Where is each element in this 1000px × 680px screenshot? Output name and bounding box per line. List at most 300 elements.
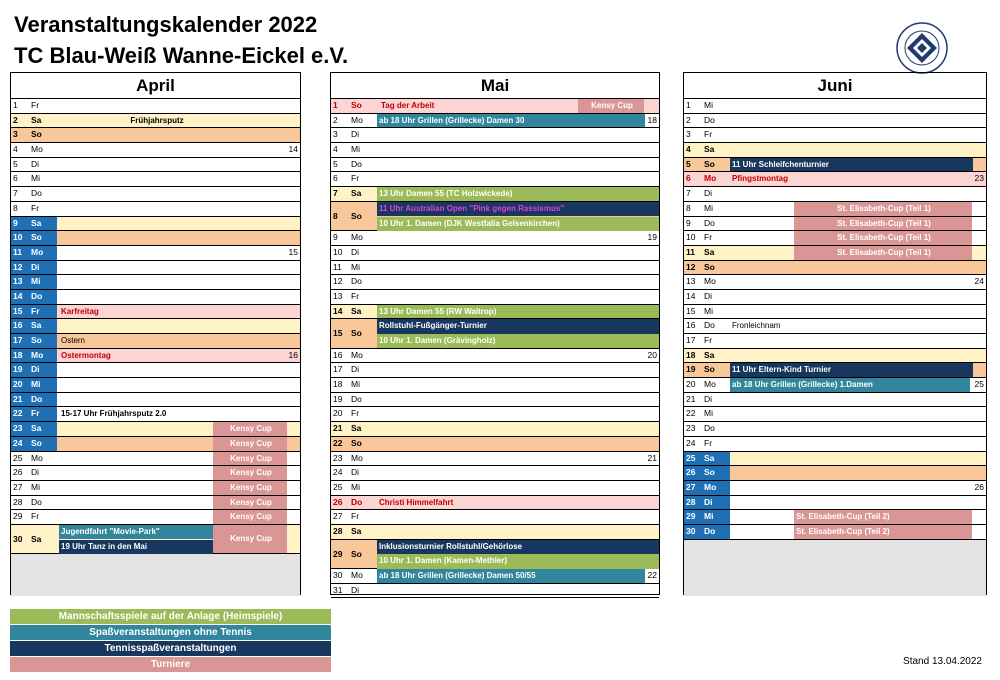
day-number: 10 — [13, 232, 23, 243]
month-header: Juni — [684, 73, 986, 99]
weekday: So — [31, 437, 42, 448]
weekday: So — [351, 100, 362, 110]
day-number: 26 — [686, 467, 696, 478]
weekday: Mo — [351, 452, 363, 463]
weekday: Sa — [704, 452, 715, 463]
event-label: Christi Himmelfahrt — [379, 497, 454, 507]
week-number: 18 — [647, 114, 657, 125]
weekday: Di — [351, 584, 360, 595]
stand-date: Stand 13.04.2022 — [903, 656, 982, 667]
weekday: Sa — [31, 320, 42, 331]
weekday: Fr — [31, 202, 40, 213]
day-number: 11 — [333, 261, 342, 272]
weekday: Mi — [31, 379, 41, 390]
weekday: Mo — [704, 379, 716, 390]
day-number: 12 — [13, 261, 23, 272]
legend-item-team: Mannschaftsspiele auf der Anlage (Heimspiele) — [10, 609, 331, 625]
weekday: Mo — [704, 173, 717, 184]
day-number: 4 — [333, 144, 338, 155]
day-number: 7 — [13, 188, 18, 199]
day-row — [331, 569, 659, 584]
day-number: 30 — [686, 525, 696, 536]
weekday: So — [351, 437, 362, 448]
month-header: Mai — [331, 73, 659, 99]
day-number: 1 — [686, 100, 691, 110]
day-row — [684, 158, 986, 173]
event-label: Inklusionsturnier Rollstuhl/Gehörlose — [377, 540, 659, 554]
day-number: 13 — [686, 276, 696, 287]
month-april — [10, 72, 301, 595]
day-number: 10 — [686, 232, 696, 243]
day-row — [331, 525, 659, 540]
day-row — [331, 496, 659, 511]
weekday: Di — [351, 246, 360, 257]
event-label: 10 Uhr 1. Damen (Kamen-Methler) — [377, 554, 659, 568]
legend-item-tennis-fun: Tennisspaßveranstaltungen — [10, 641, 331, 657]
day-row — [331, 275, 659, 290]
day-number: 27 — [333, 511, 343, 522]
month-mai — [330, 72, 660, 595]
day-number: 22 — [333, 437, 343, 448]
weekday: So — [704, 158, 715, 169]
day-row — [684, 466, 986, 481]
day-row — [11, 158, 300, 173]
event-label: St. Elisabeth-Cup (Teil 1) — [794, 217, 972, 231]
day-row — [331, 202, 659, 231]
week-number: 15 — [288, 246, 298, 257]
weekday: Sa — [31, 533, 42, 544]
weekday: Di — [31, 364, 40, 375]
week-number: 23 — [974, 173, 984, 184]
day-number: 29 — [686, 511, 696, 522]
weekday: Mi — [351, 481, 360, 492]
day-number: 17 — [333, 364, 343, 375]
event-label: Kensy Cup — [213, 466, 287, 480]
day-number: 5 — [333, 158, 338, 169]
day-row — [11, 172, 300, 187]
day-row — [331, 510, 659, 525]
weekday: Do — [31, 188, 42, 199]
title-line-2: TC Blau-Weiß Wanne-Eickel e.V. — [14, 43, 349, 68]
day-number: 27 — [686, 481, 696, 492]
event-label: St. Elisabeth-Cup (Teil 2) — [794, 525, 972, 539]
event-label: ab 18 Uhr Grillen (Grillecke) Damen 50/55 — [377, 569, 645, 583]
empty-filler — [684, 540, 986, 596]
day-number: 23 — [13, 423, 23, 434]
day-number: 21 — [13, 393, 23, 404]
weekday: So — [704, 364, 715, 375]
weekday: Do — [704, 525, 716, 536]
weekday: Fr — [351, 511, 360, 522]
day-row — [331, 290, 659, 305]
day-number: 3 — [686, 129, 691, 140]
weekday: Sa — [704, 144, 715, 155]
day-row — [331, 99, 659, 114]
day-row — [331, 393, 659, 408]
week-number: 14 — [288, 144, 298, 155]
day-row — [684, 305, 986, 320]
day-row — [684, 481, 986, 496]
day-row — [684, 510, 986, 525]
weekday: Di — [351, 129, 360, 140]
weekday: Mo — [31, 246, 44, 257]
day-number: 12 — [686, 261, 696, 272]
weekday: Mo — [351, 570, 363, 581]
weekday: Mi — [704, 511, 714, 522]
day-row — [11, 261, 300, 276]
day-number: 24 — [686, 437, 696, 448]
day-number: 26 — [333, 496, 343, 507]
week-number: 20 — [647, 349, 657, 360]
day-number: 17 — [13, 335, 23, 345]
day-row — [11, 305, 300, 320]
weekday: Fr — [31, 408, 40, 419]
event-label: Karfreitag — [61, 306, 99, 316]
day-row — [684, 202, 986, 217]
day-number: 20 — [686, 379, 696, 390]
weekday: Sa — [704, 246, 715, 257]
day-row — [11, 290, 300, 305]
day-number: 6 — [13, 173, 18, 184]
day-row — [684, 172, 986, 187]
weekday: Sa — [351, 188, 362, 199]
weekday: Di — [351, 467, 360, 478]
event-label: Pfingstmontag — [732, 174, 788, 184]
day-number: 4 — [686, 144, 691, 155]
day-number: 4 — [13, 144, 18, 155]
event-label: Rollstuhl-Fußgänger-Turnier — [377, 319, 659, 333]
day-row — [331, 466, 659, 481]
weekday: Di — [704, 188, 713, 199]
day-row — [684, 393, 986, 408]
day-number: 1 — [13, 100, 18, 110]
day-row — [331, 407, 659, 422]
weekday: Mi — [351, 144, 360, 155]
event-label: Tag der Arbeit — [381, 101, 435, 110]
day-row — [331, 231, 659, 246]
legend-item-fun: Spaßveranstaltungen ohne Tennis — [10, 625, 331, 641]
weekday: Mi — [351, 261, 360, 272]
day-row — [11, 496, 300, 511]
day-row — [684, 437, 986, 452]
day-number: 27 — [13, 481, 23, 492]
day-number: 23 — [686, 423, 696, 434]
day-row — [331, 143, 659, 158]
day-number: 6 — [686, 173, 691, 184]
legend-item-tournament: Turniere — [10, 657, 331, 673]
weekday: Di — [704, 290, 713, 301]
weekday: Mo — [31, 349, 44, 360]
event-label: 11 Uhr Schleifchenturnier — [730, 158, 973, 172]
day-row — [11, 363, 300, 378]
event-label: 10 Uhr 1. Damen (Grävingholz) — [377, 334, 659, 348]
day-number: 1 — [333, 100, 338, 110]
event-label: St. Elisabeth-Cup (Teil 1) — [794, 246, 972, 260]
day-row — [331, 114, 659, 129]
weekday: Do — [351, 496, 363, 507]
weekday: Mo — [31, 452, 43, 463]
day-number: 5 — [686, 158, 691, 169]
day-number: 18 — [686, 349, 696, 360]
day-number: 8 — [686, 202, 691, 213]
day-row — [11, 452, 300, 467]
day-number: 28 — [333, 525, 343, 536]
event-label: ab 18 Uhr Grillen (Grillecke) Damen 30 — [377, 114, 645, 128]
day-row — [331, 158, 659, 173]
weekday: Do — [351, 393, 362, 404]
event-label: Frühjahrsputz — [130, 115, 184, 125]
day-number: 13 — [13, 276, 23, 287]
event-label: St. Elisabeth-Cup (Teil 1) — [794, 231, 972, 245]
day-number: 2 — [333, 114, 338, 125]
week-number: 21 — [647, 452, 657, 463]
day-number: 29 — [333, 548, 343, 559]
month-juni — [683, 72, 987, 595]
day-row — [684, 378, 986, 393]
day-row — [331, 246, 659, 261]
day-number: 28 — [686, 496, 696, 507]
weekday: Mo — [351, 349, 363, 360]
day-number: 11 — [686, 246, 695, 257]
week-number: 19 — [647, 232, 657, 243]
event-label: 19 Uhr Tanz in den Mai — [59, 540, 213, 554]
day-row — [11, 393, 300, 408]
event-label: 11 Uhr Eltern-Kind Turnier — [730, 363, 973, 377]
event-label: 13 Uhr Damen 55 (TC Holzwickede) — [377, 187, 659, 201]
day-row — [684, 261, 986, 276]
day-number: 30 — [13, 533, 23, 544]
day-row — [684, 290, 986, 305]
day-row — [684, 452, 986, 467]
weekday: Mo — [31, 144, 43, 155]
day-number: 15 — [333, 328, 343, 339]
day-row — [11, 187, 300, 202]
day-row — [684, 217, 986, 232]
day-number: 14 — [333, 305, 343, 316]
day-number: 3 — [333, 129, 338, 140]
day-row — [11, 481, 300, 496]
weekday: Fr — [351, 290, 360, 301]
day-row — [11, 114, 300, 129]
day-number: 17 — [686, 335, 696, 345]
day-number: 2 — [686, 114, 691, 125]
day-rows — [11, 99, 300, 554]
day-row — [684, 231, 986, 246]
day-number: 22 — [686, 408, 696, 419]
day-row — [331, 261, 659, 276]
day-row — [11, 378, 300, 393]
weekday: Fr — [31, 511, 40, 522]
day-row — [684, 275, 986, 290]
weekday: Sa — [31, 114, 42, 125]
weekday: Fr — [351, 408, 360, 419]
day-row — [684, 525, 986, 540]
event-label: Kensy Cup — [213, 437, 287, 451]
weekday: Fr — [704, 232, 713, 243]
day-number: 18 — [333, 379, 343, 390]
weekday: Mo — [351, 232, 363, 243]
weekday: So — [351, 328, 362, 339]
weekday: Di — [31, 158, 40, 169]
weekday: Mi — [704, 100, 713, 110]
weekday: Do — [704, 423, 715, 434]
weekday: Mi — [31, 276, 41, 287]
weekday: So — [704, 261, 715, 272]
day-number: 16 — [686, 320, 696, 331]
weekday: Do — [351, 158, 362, 169]
event-label: ab 18 Uhr Grillen (Grillecke) 1.Damen — [730, 378, 970, 392]
day-row — [684, 334, 986, 349]
day-number: 9 — [686, 217, 691, 228]
day-row — [11, 99, 300, 114]
day-number: 21 — [333, 423, 343, 434]
weekday: Di — [31, 261, 40, 272]
day-number: 8 — [13, 202, 18, 213]
day-number: 23 — [333, 452, 343, 463]
day-number: 31 — [333, 584, 343, 595]
event-label: 13 Uhr Damen 55 (RW Waltrop) — [377, 305, 659, 319]
day-row — [331, 437, 659, 452]
weekday: Do — [704, 320, 715, 331]
day-row — [11, 246, 300, 261]
day-number: 21 — [686, 393, 696, 404]
event-label: St. Elisabeth-Cup (Teil 2) — [794, 510, 972, 524]
day-number: 12 — [333, 276, 343, 287]
day-row — [11, 319, 300, 334]
day-rows — [684, 99, 986, 540]
day-row — [331, 349, 659, 364]
day-number: 7 — [686, 188, 691, 199]
weekday: Fr — [351, 173, 360, 184]
day-row — [684, 319, 986, 334]
day-number: 19 — [333, 393, 343, 404]
day-number: 3 — [13, 129, 18, 140]
weekday: Fr — [704, 335, 713, 345]
weekday: So — [31, 129, 42, 140]
weekday: Do — [31, 496, 42, 507]
day-row — [331, 422, 659, 437]
event-label: Kensy Cup — [578, 99, 644, 113]
day-row — [684, 349, 986, 364]
weekday: Mi — [704, 408, 713, 419]
weekday: Mi — [31, 481, 40, 492]
weekday: Do — [704, 217, 715, 228]
day-row — [11, 217, 300, 232]
day-row — [331, 187, 659, 202]
weekday: Sa — [351, 305, 362, 316]
day-row — [684, 496, 986, 511]
day-row — [684, 187, 986, 202]
day-row — [331, 172, 659, 187]
day-number: 22 — [13, 408, 23, 419]
day-number: 26 — [13, 467, 23, 478]
day-row — [331, 540, 659, 569]
day-row — [684, 363, 986, 378]
day-number: 19 — [686, 364, 696, 375]
day-number: 8 — [333, 210, 338, 221]
weekday: Mi — [704, 305, 713, 316]
day-row — [331, 452, 659, 467]
day-number: 7 — [333, 188, 338, 199]
event-label: Kensy Cup — [213, 422, 287, 436]
event-label: Jugendfahrt "Movie-Park" — [59, 525, 213, 539]
legend — [10, 609, 331, 673]
day-number: 25 — [686, 452, 696, 463]
weekday: Fr — [31, 305, 40, 316]
event-label: Ostermontag — [61, 350, 111, 360]
event-label: Kensy Cup — [213, 481, 287, 495]
event-label: Ostern — [61, 336, 86, 345]
day-row — [331, 363, 659, 378]
day-number: 20 — [333, 408, 343, 419]
day-number: 5 — [13, 158, 18, 169]
empty-filler — [11, 554, 300, 596]
day-row — [331, 128, 659, 143]
day-row — [684, 99, 986, 114]
day-row — [11, 128, 300, 143]
day-number: 11 — [13, 246, 22, 257]
weekday: So — [31, 335, 42, 345]
weekday: Sa — [31, 217, 42, 228]
weekday: Mo — [351, 114, 363, 125]
title-line-1: Veranstaltungskalender 2022 — [14, 12, 318, 37]
day-row — [684, 128, 986, 143]
week-number: 22 — [647, 570, 657, 581]
day-row — [331, 378, 659, 393]
day-number: 25 — [13, 452, 23, 463]
weekday: So — [351, 210, 362, 221]
day-number: 13 — [333, 290, 343, 301]
weekday: Di — [351, 364, 360, 375]
day-number: 29 — [13, 511, 23, 522]
weekday: Fr — [31, 100, 40, 110]
weekday: Sa — [351, 525, 362, 536]
day-rows — [331, 99, 659, 598]
day-row — [684, 246, 986, 261]
day-number: 15 — [686, 305, 696, 316]
day-row — [11, 422, 300, 437]
day-number: 24 — [333, 467, 343, 478]
weekday: Do — [704, 114, 715, 125]
day-row — [11, 407, 300, 422]
day-row — [11, 143, 300, 158]
weekday: Do — [351, 276, 362, 287]
weekday: Di — [704, 393, 713, 404]
event-label: 15-17 Uhr Frühjahrsputz 2.0 — [61, 409, 167, 419]
day-row — [11, 275, 300, 290]
weekday: Sa — [351, 423, 362, 434]
day-row — [331, 481, 659, 496]
weekday: Do — [31, 393, 43, 404]
weekday: So — [704, 467, 715, 478]
day-number: 9 — [13, 217, 18, 228]
day-number: 14 — [686, 290, 696, 301]
event-label: Fronleichnam — [732, 321, 781, 331]
day-row — [11, 437, 300, 452]
day-number: 15 — [13, 305, 23, 316]
weekday: Mi — [31, 173, 40, 184]
weekday: Di — [31, 467, 40, 478]
day-row — [331, 305, 659, 320]
weekday: Fr — [704, 129, 713, 140]
day-number: 18 — [13, 349, 23, 360]
day-row — [331, 319, 659, 348]
day-row — [684, 422, 986, 437]
day-number: 28 — [13, 496, 23, 507]
week-number: 24 — [974, 276, 984, 287]
day-row — [684, 143, 986, 158]
day-row — [11, 525, 300, 554]
